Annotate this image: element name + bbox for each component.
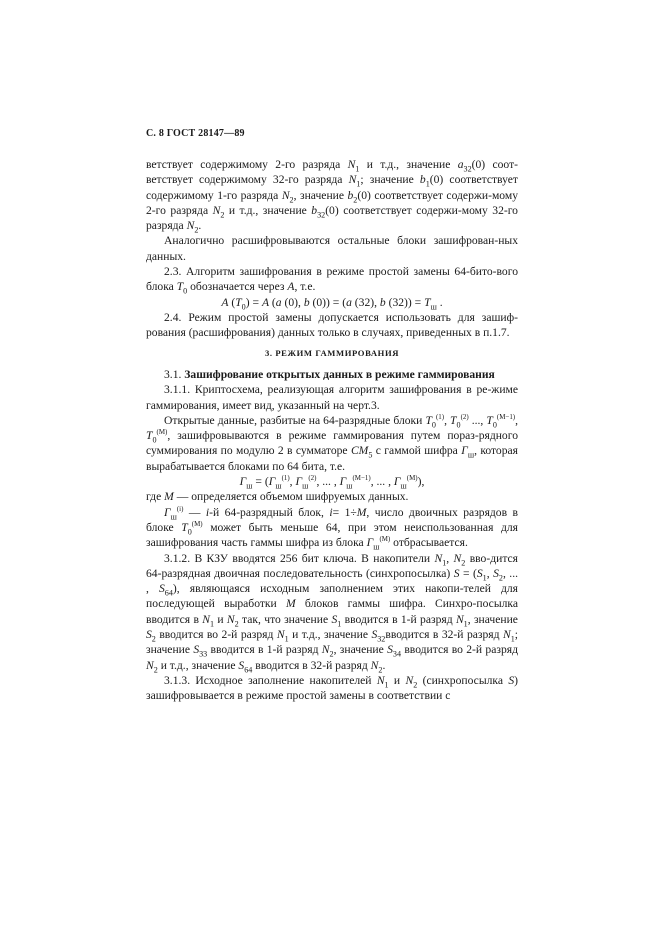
section-title: 3. РЕЖИМ ГАММИРОВАНИЯ bbox=[264, 348, 400, 358]
paragraph-2-3: 2.3. Алгоритм зашифрования в режиме простой замены 64-бито-вого блока $T_0$ обозначается через A, т.е. bbox=[146, 265, 518, 296]
paragraph-gamma-block: $Г_ш^{(i)}$ — i-й 64-разрядный блок, i= 1÷M, число двоичных разрядов в блоке $T_0^{(M)}$ может быть меньше 64, при этом неиспользованная для зашифрования часть гаммы шифра из блока $Г_ш^{(M)}$ отбрасывается. bbox=[146, 504, 518, 552]
text-block-1 bbox=[146, 157, 518, 341]
paragraph-3-1-2: 3.1.2. В КЗУ вводятся 256 бит ключа. В накопители $N_1$, $N_2$ вво-дится 64-разрядная двоичная последовательность (синхропосылка) $S = (S_1$, $S_2$, ... , $S_{64}$), являющаяся исходным заполнением этих накопи-телей для последующей выработки M блоков гаммы шифра. Синхро-посылка вводится в $N_1$ и $N_2$ так, что значение $S_1$ вводится в 1-й разряд $N_1$, значение $S_2$ вводится во 2-й разряд $N_1$ и т.д., значение $S_{32}вводится$ в 32-й разряд $N_1$; значение $S_{33}$ вводится в 1-й разряд $N_2$, значение $S_{34}$ вводится во 2-й разряд $N_2$ и т.д., значение $S_{64}$ вводится в 32-й разряд $N_2$. bbox=[146, 551, 519, 674]
text-block-2 bbox=[146, 367, 518, 704]
paragraph-decrypt: Аналогично расшифровываются остальные блоки зашифрован-ных данных. bbox=[146, 234, 518, 263]
subsection-3-1-heading: 3.1. Зашифрование открытых данных в режиме гаммирования bbox=[164, 368, 495, 381]
page-header: С. 8 ГОСТ 28147—89 bbox=[146, 128, 245, 139]
formula-simple-substitution: A $(T_0) = A$ (a (0), b (0)) = (a (32), b $(32)) = T_ш$ . bbox=[221, 295, 443, 311]
paragraph-2-4: 2.4. Режим простой замены допускается использовать для зашиф-рования (расшифрования) данных только в случаях, приведенных в п.1.7. bbox=[146, 310, 518, 340]
paragraph-3-1-1: 3.1.1. Криптосхема, реализующая алгоритм зашифрования в ре-жиме гаммирования, имеет вид, указанный на черт.3. bbox=[146, 383, 518, 412]
paragraph-where-m: где M — определяется объемом шифруемых данных. bbox=[146, 490, 409, 504]
paragraph-3-1-3: 3.1.3. Исходное заполнение накопителей $N_1$ и $N_2$ (синхропосылка S) зашифровывается в режиме простой замены в соответствии с bbox=[146, 673, 518, 703]
paragraph-open-data: Открытые данные, разбитые на 64-разрядные блоки $T_0^{(1)}$, $T_0^{(2)}$ ..., $T_0^{(M-1)}$, $T_0^{(M)}$, зашифровываются в режиме гаммирования путем пораз-рядного суммирования по модулю 2 в сумматоре $CM_5$ с гаммой шифра $Г_ш$, которая вырабатывается блоками по 64 бита, т.е. bbox=[146, 413, 519, 473]
paragraph-continuation: ветствует содержимому 2-го разряда $N_1$ и т.д., значение $a_{32}(0)$ соот-ветствует содержимому 32-го разряда $N_1$; значение $b_1(0)$ соответствует содержимому 1-го разряда $N_2$, значение $b_2(0)$ соответствует содержи-мому 2-го разряда $N_2$ и т.д., значение $b_{32}(0)$ соответствует содержи-мому 32-го разряда $N_2$. bbox=[146, 158, 518, 235]
formula-gamma: $Г_ш = (Г_ш^{(1)}$, $Г_ш^{(2)}$, ... , $Г_ш^{(M-1)}$, ... , $Г_ш^{(M)}$), bbox=[239, 474, 425, 491]
section-3 bbox=[146, 346, 518, 361]
